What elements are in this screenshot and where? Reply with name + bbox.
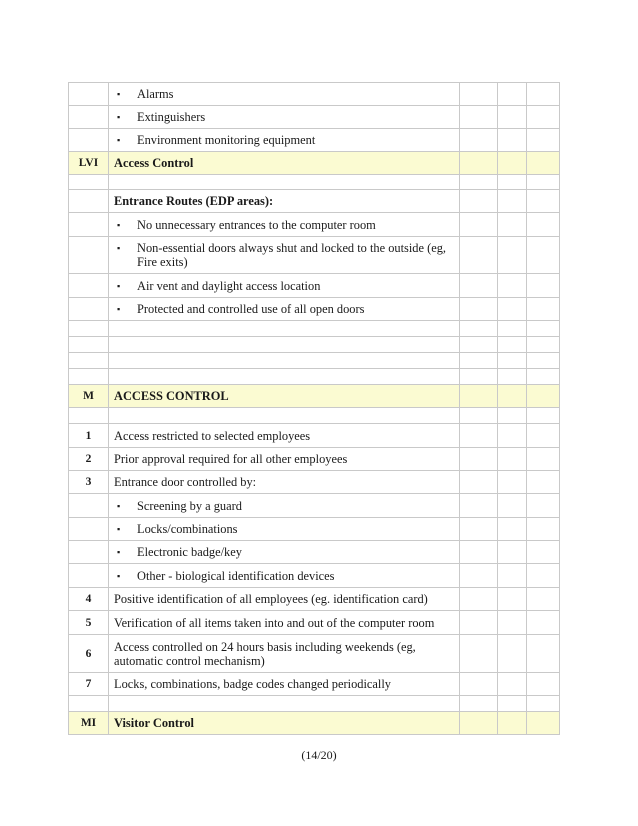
checkbox-cell[interactable]: [527, 564, 560, 588]
checkbox-cell[interactable]: [498, 175, 527, 190]
bullet-icon: ▪: [117, 219, 121, 230]
item-ref-cell: 4: [69, 588, 109, 611]
checkbox-cell[interactable]: [527, 337, 560, 353]
table-row: [69, 190, 560, 213]
checkbox-cell[interactable]: [498, 237, 527, 274]
item-description-cell: Verification of all items taken into and out of the computer room: [109, 611, 460, 635]
checkbox-cell[interactable]: [527, 152, 560, 175]
table-row: [69, 635, 560, 673]
bullet-icon: ▪: [117, 570, 121, 581]
checkbox-cell[interactable]: [527, 190, 560, 213]
item-ref-cell: [69, 274, 109, 298]
item-text: No unnecessary entrances to the computer room: [137, 217, 376, 232]
checkbox-cell[interactable]: [460, 588, 498, 611]
item-description-cell: [109, 337, 460, 353]
item-description-cell: Access Control: [109, 152, 460, 175]
checkbox-cell[interactable]: [498, 408, 527, 424]
item-ref-cell: [69, 106, 109, 129]
checkbox-cell[interactable]: [498, 353, 527, 369]
item-ref-cell: M: [69, 385, 109, 408]
checkbox-cell[interactable]: [527, 588, 560, 611]
item-ref-cell: 6: [69, 635, 109, 673]
item-ref-cell: [69, 298, 109, 321]
item-description-cell: [109, 321, 460, 337]
table-row: [69, 353, 560, 369]
item-description-cell: Prior approval required for all other employees: [109, 448, 460, 471]
checkbox-cell[interactable]: [460, 353, 498, 369]
item-text: Locks/combinations: [137, 522, 238, 536]
bullet-item: [114, 545, 454, 559]
checkbox-cell[interactable]: [498, 274, 527, 298]
bullet-item: [114, 87, 454, 101]
checkbox-cell[interactable]: [460, 408, 498, 424]
checkbox-cell[interactable]: [498, 494, 527, 518]
checkbox-cell[interactable]: [527, 448, 560, 471]
table-row: [69, 337, 560, 353]
item-ref-cell: 7: [69, 673, 109, 696]
bullet-item: [114, 569, 454, 583]
item-ref-cell: [69, 129, 109, 152]
checkbox-cell[interactable]: [527, 471, 560, 494]
checkbox-cell[interactable]: [498, 83, 527, 106]
table-row: [69, 274, 560, 298]
bullet-item: [114, 241, 454, 269]
bullet-item: [114, 279, 454, 293]
section-header-row: [69, 152, 560, 175]
item-text: Other - biological identification devices: [137, 568, 335, 583]
item-ref-cell: [69, 541, 109, 564]
bullet-item: [114, 499, 454, 513]
item-text: Air vent and daylight access location: [137, 278, 321, 293]
item-ref-cell: [69, 190, 109, 213]
bullet-icon: ▪: [117, 280, 121, 291]
item-text: Environment monitoring equipment: [137, 133, 316, 147]
checkbox-cell[interactable]: [460, 83, 498, 106]
checkbox-cell[interactable]: [527, 673, 560, 696]
bullet-icon: ▪: [117, 112, 121, 122]
section-header-row: [69, 385, 560, 408]
item-description-cell: [109, 408, 460, 424]
checkbox-cell[interactable]: [527, 369, 560, 385]
item-ref-cell: [69, 83, 109, 106]
checkbox-cell[interactable]: [460, 471, 498, 494]
bullet-icon: ▪: [117, 500, 121, 511]
item-description-cell: [109, 369, 460, 385]
checkbox-cell[interactable]: [460, 494, 498, 518]
checkbox-cell[interactable]: [460, 635, 498, 673]
checkbox-cell[interactable]: [498, 635, 527, 673]
table-row: [69, 298, 560, 321]
checkbox-cell[interactable]: [460, 237, 498, 274]
checkbox-cell[interactable]: [498, 213, 527, 237]
item-description-cell: [109, 213, 460, 237]
checkbox-cell[interactable]: [527, 274, 560, 298]
table-row: [69, 541, 560, 564]
item-text: Non-essential doors always shut and locked to the outside (eg, Fire exits): [137, 241, 447, 269]
checkbox-cell[interactable]: [460, 274, 498, 298]
checkbox-cell[interactable]: [527, 83, 560, 106]
item-ref-cell: [69, 175, 109, 190]
checkbox-cell[interactable]: [498, 106, 527, 129]
checkbox-cell[interactable]: [460, 321, 498, 337]
checkbox-cell[interactable]: [460, 518, 498, 541]
checkbox-cell[interactable]: [527, 696, 560, 712]
checkbox-cell[interactable]: [460, 541, 498, 564]
checkbox-cell[interactable]: [460, 152, 498, 175]
item-ref-cell: 5: [69, 611, 109, 635]
checklist-table: [68, 82, 560, 735]
checkbox-cell[interactable]: [527, 106, 560, 129]
bullet-item: [114, 218, 454, 232]
item-ref-cell: 3: [69, 471, 109, 494]
checkbox-cell[interactable]: [527, 494, 560, 518]
item-description-cell: [109, 518, 460, 541]
table-row: [69, 518, 560, 541]
checkbox-cell[interactable]: [527, 712, 560, 735]
checkbox-cell[interactable]: [498, 448, 527, 471]
item-description-cell: [109, 274, 460, 298]
item-description-cell: [109, 353, 460, 369]
checkbox-cell[interactable]: [498, 190, 527, 213]
checkbox-cell[interactable]: [498, 298, 527, 321]
item-text: Extinguishers: [137, 110, 206, 124]
item-description-cell: [109, 696, 460, 712]
table-row: [69, 448, 560, 471]
checkbox-cell[interactable]: [460, 213, 498, 237]
checkbox-cell[interactable]: [498, 385, 527, 408]
table-row: [69, 106, 560, 129]
item-ref-cell: MI: [69, 712, 109, 735]
table-row: [69, 494, 560, 518]
item-ref-cell: [69, 494, 109, 518]
checkbox-cell[interactable]: [460, 696, 498, 712]
table-row: [69, 408, 560, 424]
checkbox-cell[interactable]: [460, 448, 498, 471]
checkbox-cell[interactable]: [498, 424, 527, 448]
checkbox-cell[interactable]: [460, 712, 498, 735]
bullet-icon: ▪: [117, 135, 121, 145]
table-row: [69, 673, 560, 696]
item-ref-cell: 1: [69, 424, 109, 448]
page-number: (14/20): [301, 748, 337, 762]
bullet-item: [114, 522, 454, 536]
checkbox-cell[interactable]: [527, 385, 560, 408]
item-ref-cell: [69, 564, 109, 588]
item-ref-cell: [69, 696, 109, 712]
bullet-icon: ▪: [117, 304, 121, 314]
table-row: [69, 471, 560, 494]
bullet-icon: ▪: [117, 243, 121, 253]
item-description-cell: Access controlled on 24 hours basis including weekends (eg, automatic control mechanism): [109, 635, 460, 673]
item-description-cell: [109, 298, 460, 321]
checkbox-cell[interactable]: [527, 129, 560, 152]
checkbox-cell[interactable]: [498, 564, 527, 588]
table-row: [69, 175, 560, 190]
item-description-cell: [109, 83, 460, 106]
bullet-icon: ▪: [117, 547, 121, 557]
checkbox-cell[interactable]: [527, 408, 560, 424]
table-row: [69, 611, 560, 635]
checkbox-cell[interactable]: [498, 541, 527, 564]
checkbox-cell[interactable]: [460, 190, 498, 213]
checkbox-cell[interactable]: [527, 321, 560, 337]
checkbox-cell[interactable]: [460, 424, 498, 448]
item-ref-cell: [69, 353, 109, 369]
checkbox-cell[interactable]: [527, 237, 560, 274]
checkbox-cell[interactable]: [460, 673, 498, 696]
checkbox-cell[interactable]: [498, 696, 527, 712]
checkbox-cell[interactable]: [498, 337, 527, 353]
table-row: [69, 213, 560, 237]
item-description-cell: [109, 541, 460, 564]
checkbox-cell[interactable]: [527, 353, 560, 369]
item-ref-cell: 2: [69, 448, 109, 471]
checkbox-cell[interactable]: [527, 213, 560, 237]
table-row: [69, 129, 560, 152]
item-ref-cell: [69, 337, 109, 353]
bullet-icon: ▪: [117, 89, 121, 99]
table-row: [69, 696, 560, 712]
bullet-item: [114, 133, 454, 147]
checkbox-cell[interactable]: [498, 673, 527, 696]
checklist-body: [69, 83, 560, 735]
bullet-item: [114, 110, 454, 124]
checkbox-cell[interactable]: [527, 175, 560, 190]
item-description-cell: [109, 564, 460, 588]
checkbox-cell[interactable]: [498, 152, 527, 175]
checkbox-cell[interactable]: [498, 321, 527, 337]
item-description-cell: Entrance Routes (EDP areas):: [109, 190, 460, 213]
item-description-cell: Positive identification of all employees (eg. identification card): [109, 588, 460, 611]
table-row: [69, 83, 560, 106]
checkbox-cell[interactable]: [498, 611, 527, 635]
checkbox-cell[interactable]: [460, 611, 498, 635]
table-row: [69, 588, 560, 611]
checkbox-cell[interactable]: [527, 298, 560, 321]
checkbox-cell[interactable]: [460, 175, 498, 190]
item-description-cell: [109, 129, 460, 152]
checkbox-cell[interactable]: [460, 564, 498, 588]
item-description-cell: Entrance door controlled by:: [109, 471, 460, 494]
checkbox-cell[interactable]: [460, 129, 498, 152]
checkbox-cell[interactable]: [498, 712, 527, 735]
item-description-cell: Visitor Control: [109, 712, 460, 735]
checkbox-cell[interactable]: [460, 385, 498, 408]
checkbox-cell[interactable]: [498, 471, 527, 494]
item-text: Electronic badge/key: [137, 545, 242, 559]
section-header-row: [69, 712, 560, 735]
table-row: [69, 564, 560, 588]
table-row: [69, 237, 560, 274]
checkbox-cell[interactable]: [460, 337, 498, 353]
checkbox-cell[interactable]: [498, 518, 527, 541]
item-ref-cell: [69, 213, 109, 237]
item-ref-cell: [69, 518, 109, 541]
checkbox-cell[interactable]: [498, 129, 527, 152]
checkbox-cell[interactable]: [460, 369, 498, 385]
item-description-cell: [109, 175, 460, 190]
checkbox-cell[interactable]: [460, 298, 498, 321]
item-ref-cell: [69, 369, 109, 385]
bullet-icon: ▪: [117, 524, 121, 534]
table-row: [69, 424, 560, 448]
item-description-cell: Access restricted to selected employees: [109, 424, 460, 448]
checkbox-cell[interactable]: [460, 106, 498, 129]
table-row: [69, 321, 560, 337]
item-ref-cell: LVI: [69, 152, 109, 175]
checkbox-cell[interactable]: [527, 424, 560, 448]
item-ref-cell: [69, 321, 109, 337]
item-description-cell: [109, 237, 460, 274]
bullet-item: [114, 302, 454, 316]
checkbox-cell[interactable]: [498, 369, 527, 385]
table-row: [69, 369, 560, 385]
item-ref-cell: [69, 237, 109, 274]
item-description-cell: [109, 106, 460, 129]
item-text: Alarms: [137, 87, 174, 101]
item-description-cell: Locks, combinations, badge codes changed periodically: [109, 673, 460, 696]
item-text: Protected and controlled use of all open doors: [137, 302, 365, 316]
checkbox-cell[interactable]: [527, 611, 560, 635]
item-description-cell: [109, 494, 460, 518]
item-description-cell: ACCESS CONTROL: [109, 385, 460, 408]
checkbox-cell[interactable]: [527, 635, 560, 673]
checkbox-cell[interactable]: [527, 518, 560, 541]
checkbox-cell[interactable]: [498, 588, 527, 611]
checkbox-cell[interactable]: [527, 541, 560, 564]
item-ref-cell: [69, 408, 109, 424]
item-text: Screening by a guard: [137, 498, 242, 513]
